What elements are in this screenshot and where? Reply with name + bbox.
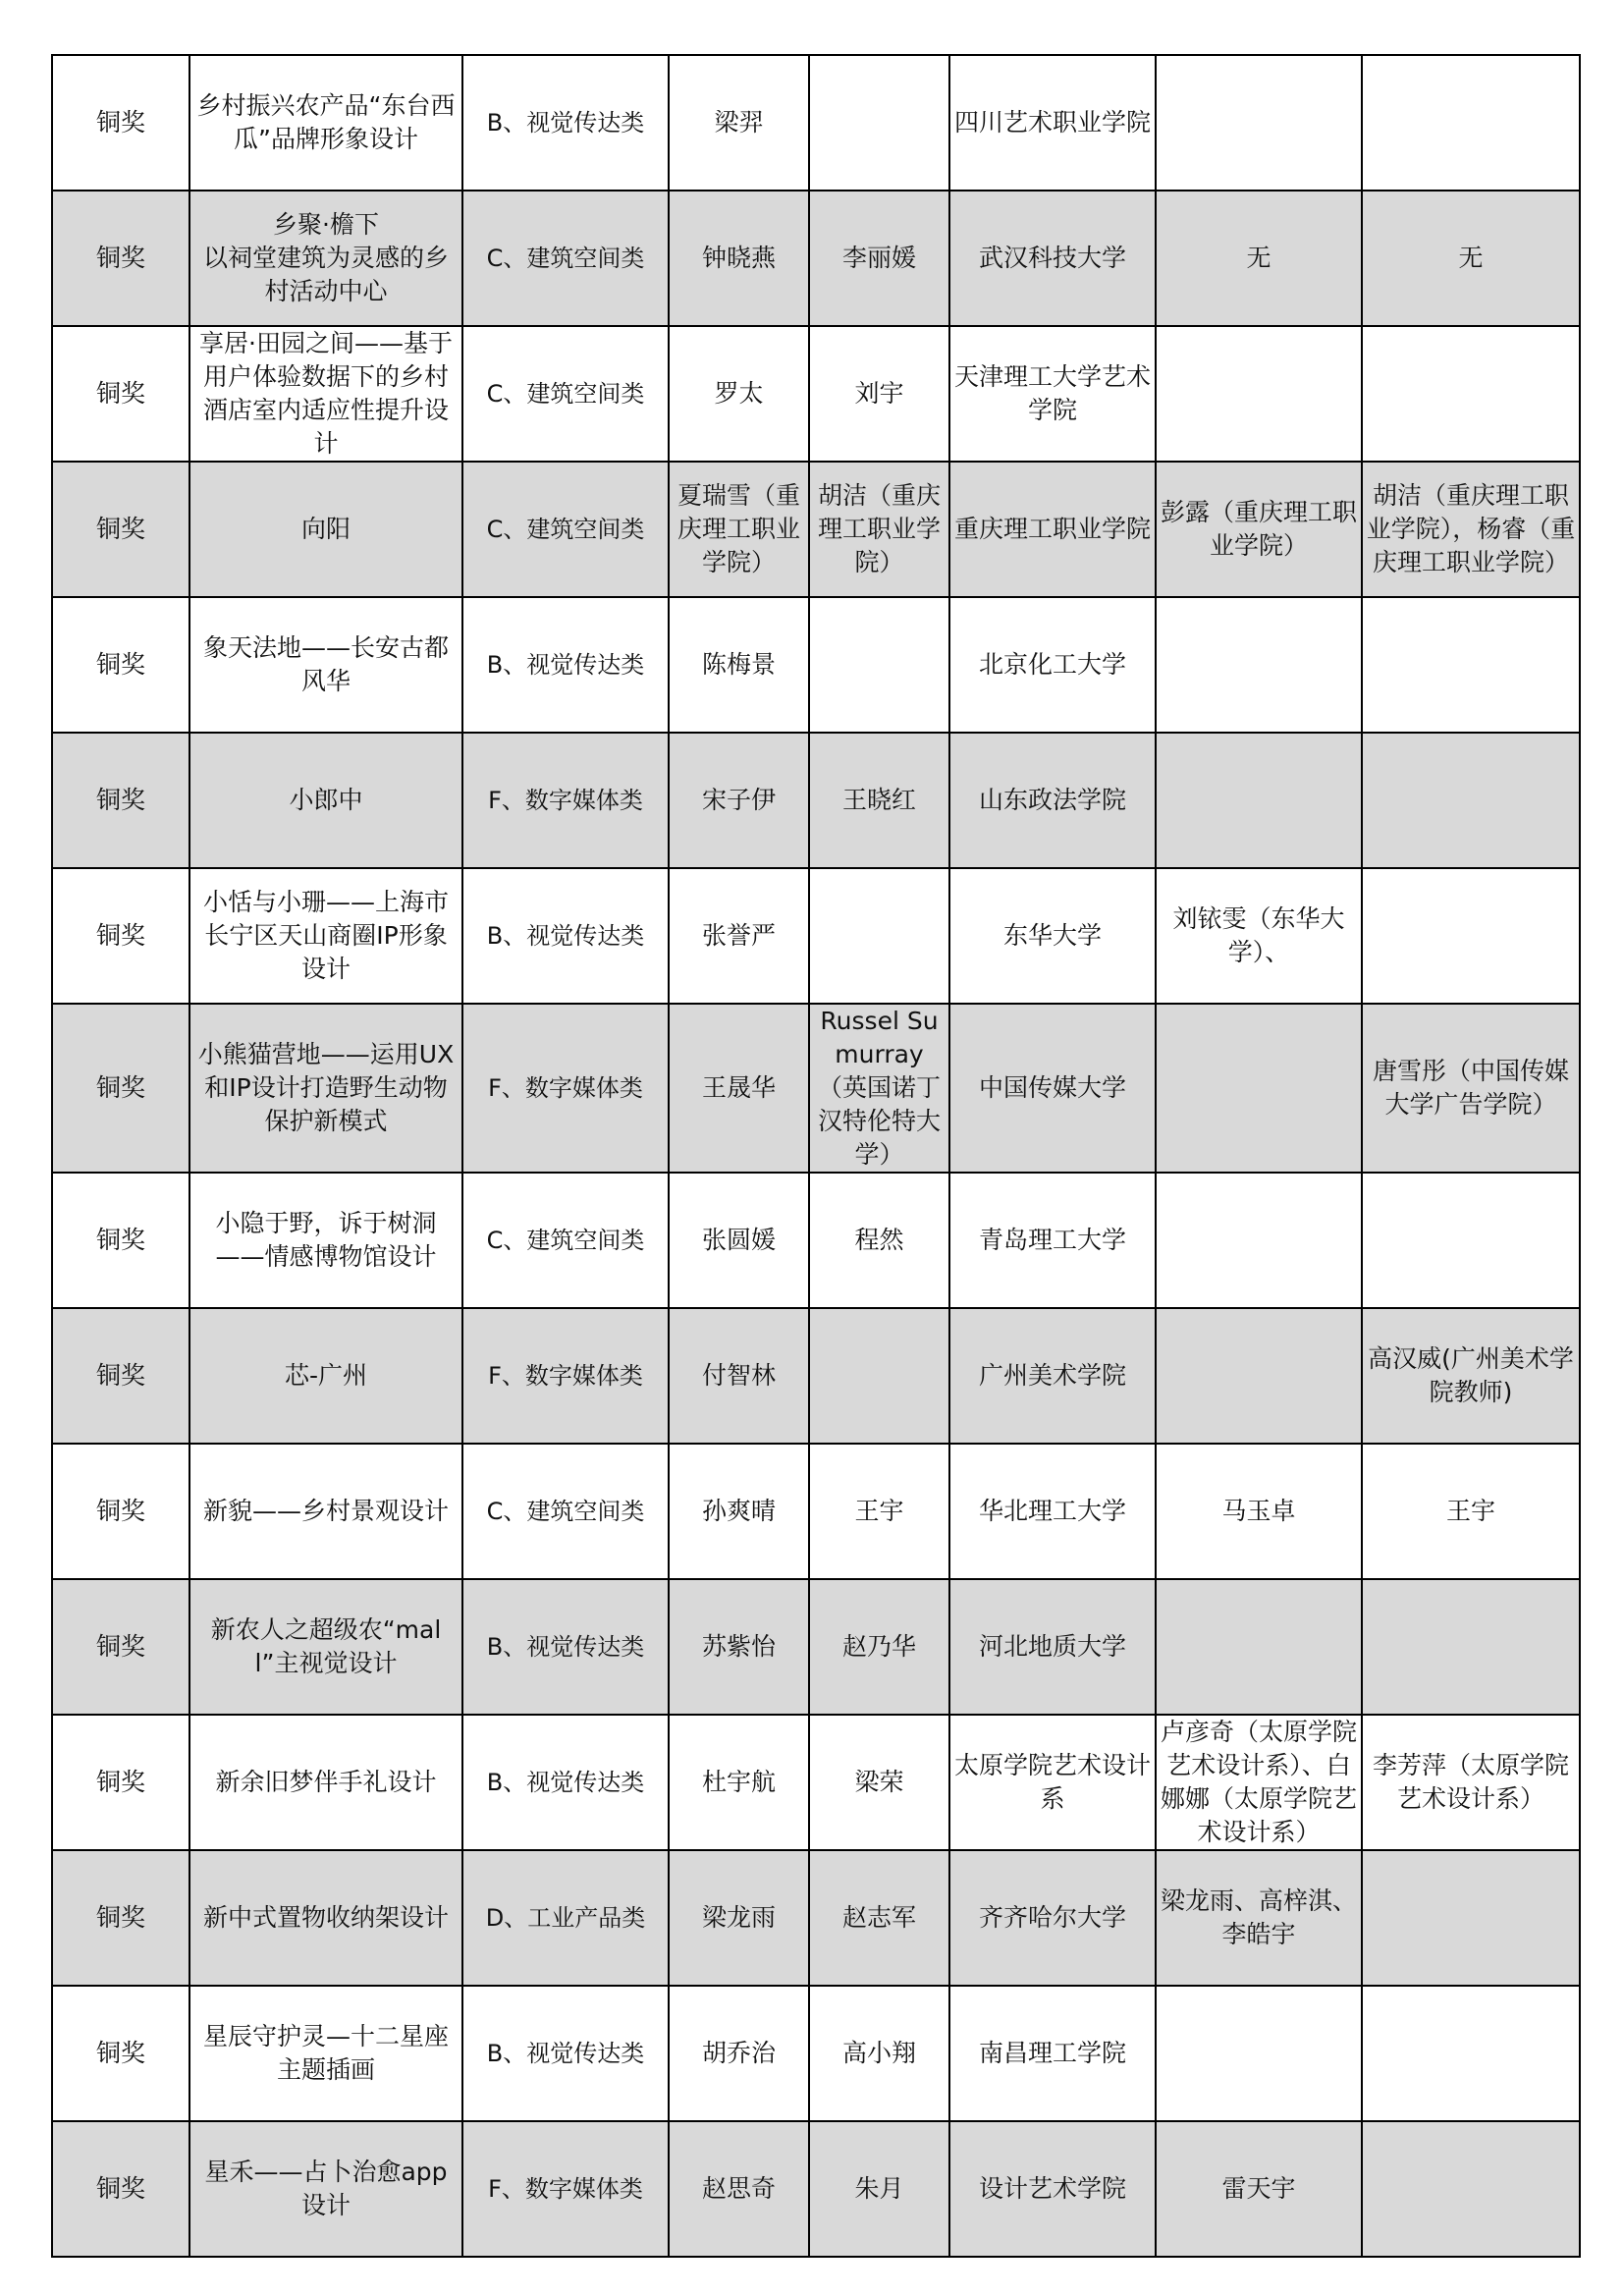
team-members-cell: 梁龙雨、高梓淇、李皓宇: [1156, 1850, 1362, 1986]
work-title-cell: 星辰守护灵—十二星座主题插画: [189, 1986, 462, 2121]
work-title-cell: 乡村振兴农产品“东台西瓜”品牌形象设计: [189, 55, 462, 191]
school-cell: 太原学院艺术设计系: [949, 1715, 1156, 1850]
table-row: [52, 1004, 1580, 1173]
table-row: [52, 868, 1580, 1004]
award-cell: 铜奖: [52, 1579, 189, 1715]
advisor-cell: [1362, 1986, 1580, 2121]
team-members-cell: [1156, 326, 1362, 462]
table-row: [52, 1986, 1580, 2121]
category-cell: B、视觉传达类: [462, 1715, 669, 1850]
work-title-cell: 小隐于野，诉于树洞——情感博物馆设计: [189, 1173, 462, 1308]
author-cell: 罗太: [669, 326, 809, 462]
author-cell: 宋子伊: [669, 733, 809, 868]
award-cell: 铜奖: [52, 326, 189, 462]
table-row: [52, 2121, 1580, 2257]
school-cell: 天津理工大学艺术学院: [949, 326, 1156, 462]
award-cell: 铜奖: [52, 868, 189, 1004]
work-title-cell: 新农人之超级农“mall”主视觉设计: [189, 1579, 462, 1715]
co-author-cell: 程然: [809, 1173, 949, 1308]
advisor-cell: [1362, 2121, 1580, 2257]
team-members-cell: 马玉卓: [1156, 1444, 1362, 1579]
school-cell: 华北理工大学: [949, 1444, 1156, 1579]
advisor-cell: [1362, 326, 1580, 462]
work-title-cell: 新中式置物收纳架设计: [189, 1850, 462, 1986]
co-author-cell: [809, 597, 949, 733]
award-cell: 铜奖: [52, 733, 189, 868]
co-author-cell: 赵乃华: [809, 1579, 949, 1715]
advisor-cell: [1362, 1850, 1580, 1986]
award-cell: 铜奖: [52, 462, 189, 597]
advisor-cell: 李芳萍（太原学院艺术设计系）: [1362, 1715, 1580, 1850]
co-author-cell: 高小翔: [809, 1986, 949, 2121]
work-title-cell: 新余旧梦伴手礼设计: [189, 1715, 462, 1850]
author-cell: 苏紫怡: [669, 1579, 809, 1715]
category-cell: B、视觉传达类: [462, 1986, 669, 2121]
category-cell: B、视觉传达类: [462, 1579, 669, 1715]
advisor-cell: [1362, 1173, 1580, 1308]
school-cell: 四川艺术职业学院: [949, 55, 1156, 191]
team-members-cell: [1156, 597, 1362, 733]
team-members-cell: [1156, 1986, 1362, 2121]
table-row: [52, 1850, 1580, 1986]
award-cell: 铜奖: [52, 1173, 189, 1308]
work-title-cell: 乡聚·檐下 以祠堂建筑为灵感的乡村活动中心: [189, 191, 462, 326]
advisor-cell: 高汉威(广州美术学院教师): [1362, 1308, 1580, 1444]
author-cell: 王晟华: [669, 1004, 809, 1173]
advisor-cell: 胡洁（重庆理工职业学院），杨睿（重庆理工职业学院）: [1362, 462, 1580, 597]
team-members-cell: [1156, 1308, 1362, 1444]
author-cell: 孙爽晴: [669, 1444, 809, 1579]
category-cell: C、建筑空间类: [462, 462, 669, 597]
school-cell: 广州美术学院: [949, 1308, 1156, 1444]
table-row: [52, 1444, 1580, 1579]
co-author-cell: 刘宇: [809, 326, 949, 462]
school-cell: 中国传媒大学: [949, 1004, 1156, 1173]
co-author-cell: [809, 868, 949, 1004]
work-title-cell: 向阳: [189, 462, 462, 597]
author-cell: 陈梅景: [669, 597, 809, 733]
team-members-cell: [1156, 1173, 1362, 1308]
work-title-cell: 小恬与小珊——上海市长宁区天山商圈IP形象设计: [189, 868, 462, 1004]
co-author-cell: [809, 1308, 949, 1444]
award-cell: 铜奖: [52, 1715, 189, 1850]
work-title-cell: 小熊猫营地——运用UX和IP设计打造野生动物保护新模式: [189, 1004, 462, 1173]
table-row: [52, 1715, 1580, 1850]
table-body: [52, 55, 1580, 2257]
school-cell: 重庆理工职业学院: [949, 462, 1156, 597]
school-cell: 南昌理工学院: [949, 1986, 1156, 2121]
co-author-cell: [809, 55, 949, 191]
co-author-cell: 赵志军: [809, 1850, 949, 1986]
category-cell: C、建筑空间类: [462, 1173, 669, 1308]
advisor-cell: [1362, 733, 1580, 868]
table-row: [52, 733, 1580, 868]
advisor-cell: 唐雪彤（中国传媒大学广告学院）: [1362, 1004, 1580, 1173]
category-cell: B、视觉传达类: [462, 55, 669, 191]
category-cell: B、视觉传达类: [462, 868, 669, 1004]
award-cell: 铜奖: [52, 55, 189, 191]
team-members-cell: [1156, 733, 1362, 868]
author-cell: 夏瑞雪（重庆理工职业学院）: [669, 462, 809, 597]
co-author-cell: Russel Sumurray（英国诺丁汉特伦特大学）: [809, 1004, 949, 1173]
award-cell: 铜奖: [52, 597, 189, 733]
work-title-cell: 新貌——乡村景观设计: [189, 1444, 462, 1579]
category-cell: D、工业产品类: [462, 1850, 669, 1986]
co-author-cell: 梁荣: [809, 1715, 949, 1850]
advisor-cell: [1362, 1579, 1580, 1715]
team-members-cell: 无: [1156, 191, 1362, 326]
team-members-cell: [1156, 1579, 1362, 1715]
co-author-cell: 李丽媛: [809, 191, 949, 326]
school-cell: 齐齐哈尔大学: [949, 1850, 1156, 1986]
table-row: [52, 1308, 1580, 1444]
co-author-cell: 王宇: [809, 1444, 949, 1579]
work-title-cell: 小郎中: [189, 733, 462, 868]
category-cell: C、建筑空间类: [462, 1444, 669, 1579]
school-cell: 河北地质大学: [949, 1579, 1156, 1715]
award-cell: 铜奖: [52, 191, 189, 326]
team-members-cell: [1156, 55, 1362, 191]
table-row: [52, 1579, 1580, 1715]
table-row: [52, 191, 1580, 326]
team-members-cell: 彭露（重庆理工职业学院）: [1156, 462, 1362, 597]
author-cell: 梁龙雨: [669, 1850, 809, 1986]
award-cell: 铜奖: [52, 1444, 189, 1579]
co-author-cell: 胡洁（重庆理工职业学院）: [809, 462, 949, 597]
author-cell: 钟晓燕: [669, 191, 809, 326]
school-cell: 设计艺术学院: [949, 2121, 1156, 2257]
author-cell: 梁羿: [669, 55, 809, 191]
award-cell: 铜奖: [52, 1004, 189, 1173]
team-members-cell: 刘铱雯（东华大学）、: [1156, 868, 1362, 1004]
author-cell: 张誉严: [669, 868, 809, 1004]
author-cell: 胡乔治: [669, 1986, 809, 2121]
award-cell: 铜奖: [52, 2121, 189, 2257]
table-row: [52, 597, 1580, 733]
author-cell: 赵思奇: [669, 2121, 809, 2257]
team-members-cell: [1156, 1004, 1362, 1173]
table-row: [52, 55, 1580, 191]
award-cell: 铜奖: [52, 1850, 189, 1986]
award-table: [51, 54, 1581, 2258]
school-cell: 东华大学: [949, 868, 1156, 1004]
category-cell: F、数字媒体类: [462, 2121, 669, 2257]
table-row: [52, 462, 1580, 597]
work-title-cell: 享居·田园之间——基于用户体验数据下的乡村酒店室内适应性提升设计: [189, 326, 462, 462]
category-cell: F、数字媒体类: [462, 1004, 669, 1173]
work-title-cell: 星禾——占卜治愈app设计: [189, 2121, 462, 2257]
table-row: [52, 326, 1580, 462]
advisor-cell: [1362, 868, 1580, 1004]
school-cell: 青岛理工大学: [949, 1173, 1156, 1308]
table-row: [52, 1173, 1580, 1308]
team-members-cell: 雷天宇: [1156, 2121, 1362, 2257]
award-cell: 铜奖: [52, 1308, 189, 1444]
author-cell: 付智林: [669, 1308, 809, 1444]
school-cell: 武汉科技大学: [949, 191, 1156, 326]
category-cell: B、视觉传达类: [462, 597, 669, 733]
co-author-cell: 王晓红: [809, 733, 949, 868]
team-members-cell: 卢彦奇（太原学院艺术设计系）、白娜娜（太原学院艺术设计系）: [1156, 1715, 1362, 1850]
category-cell: F、数字媒体类: [462, 733, 669, 868]
advisor-cell: [1362, 597, 1580, 733]
work-title-cell: 象天法地——长安古都风华: [189, 597, 462, 733]
school-cell: 山东政法学院: [949, 733, 1156, 868]
advisor-cell: 无: [1362, 191, 1580, 326]
advisor-cell: [1362, 55, 1580, 191]
advisor-cell: 王宇: [1362, 1444, 1580, 1579]
author-cell: 杜宇航: [669, 1715, 809, 1850]
school-cell: 北京化工大学: [949, 597, 1156, 733]
author-cell: 张圆媛: [669, 1173, 809, 1308]
work-title-cell: 芯-广州: [189, 1308, 462, 1444]
category-cell: F、数字媒体类: [462, 1308, 669, 1444]
category-cell: C、建筑空间类: [462, 326, 669, 462]
award-cell: 铜奖: [52, 1986, 189, 2121]
co-author-cell: 朱月: [809, 2121, 949, 2257]
category-cell: C、建筑空间类: [462, 191, 669, 326]
